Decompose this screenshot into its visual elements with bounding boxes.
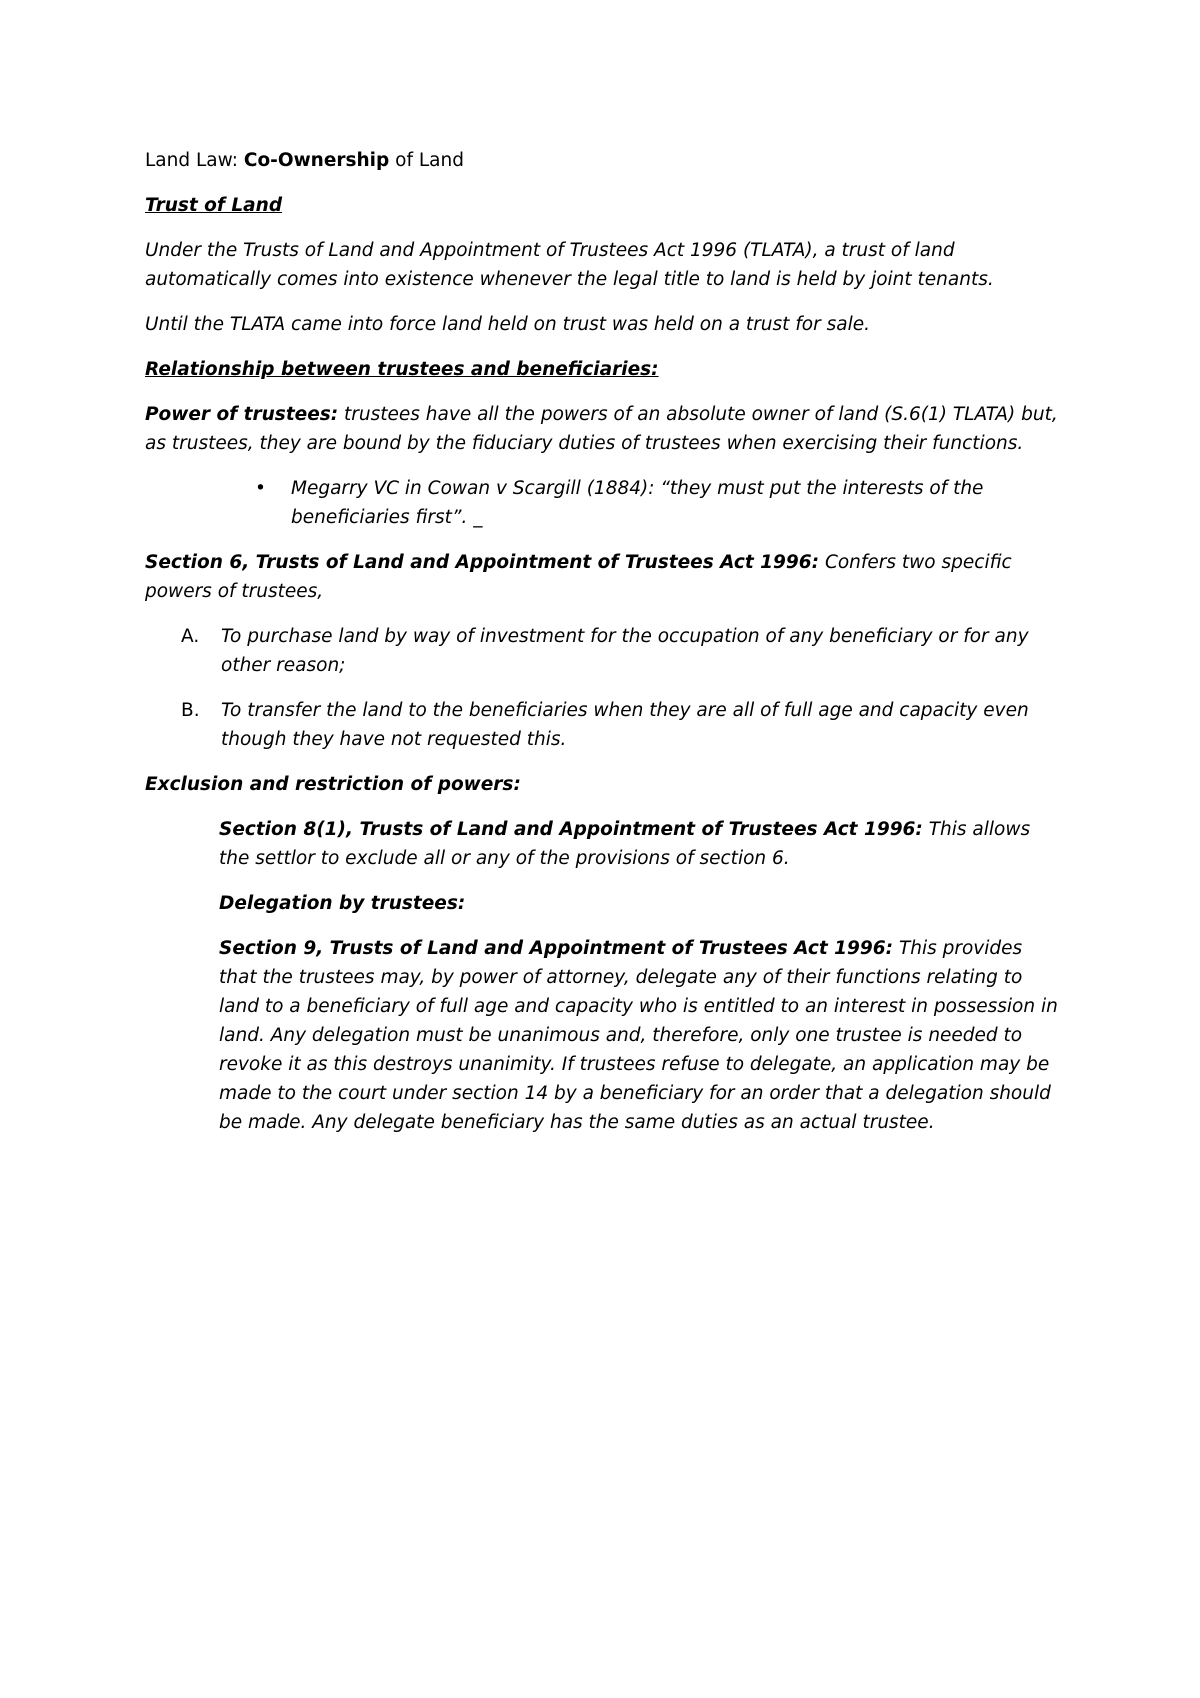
bullet-icon: • xyxy=(255,478,266,499)
heading-trust-of-land: Trust of Land xyxy=(145,195,283,216)
paragraph-power-of-trustees xyxy=(145,400,1065,458)
section8-text: This allows the settlor to exclude all or any of the provisions of section 6. xyxy=(219,819,1031,869)
list-marker: B. xyxy=(181,700,200,721)
bullet-list xyxy=(145,474,1065,532)
list-item-text: To transfer the land to the beneficiaries when they are all of full age and capacity even though they have not requested this. xyxy=(221,700,1029,750)
section9-text: This provides that the trustees may, by power of attorney, delegate any of their functions relating to land to a beneficiary of full age and capacity who is entitled to an interest in possession in land. Any delegation must be unanimous and, therefore, only one trustee is needed to revoke it as this destroys unanimity. If trustees refuse to delegate, an application may be made to the court under section 14 by a beneficiary for an order that a delegation should be made. Any delegate beneficiary has the same duties as an actual trustee. xyxy=(219,938,1058,1133)
document-title xyxy=(145,146,1065,175)
paragraph-section-9 xyxy=(145,934,1065,1137)
heading-delegation: Delegation by trustees: xyxy=(219,893,466,914)
paragraph-section-6 xyxy=(145,548,1065,606)
section9-lead: Section 9, Trusts of Land and Appointment of Trustees Act 1996: xyxy=(219,938,894,959)
title-bold: Co-Ownership xyxy=(243,150,390,171)
document-body xyxy=(145,146,1065,1153)
paragraph-tlata: Under the Trusts of Land and Appointment of Trustees Act 1996 (TLATA), a trust of land automatically comes into existence whenever the legal title to land is held by joint tenants. xyxy=(145,240,994,290)
list-item-text: To purchase land by way of investment for the occupation of any beneficiary or for any other reason; xyxy=(221,626,1029,676)
power-lead: Power of trustees: xyxy=(145,404,339,425)
list-item xyxy=(181,696,1065,754)
section6-lead: Section 6, Trusts of Land and Appointment of Trustees Act 1996: xyxy=(145,552,820,573)
heading-relationship: Relationship between trustees and beneficiaries: xyxy=(145,359,659,380)
power-text: trustees have all the powers of an absolute owner of land (S.6(1) TLATA) but, as trustees, they are bound by the fiduciary duties of trustees when exercising their functions. xyxy=(145,404,1058,454)
list-marker: A. xyxy=(181,626,200,647)
title-suffix: of Land xyxy=(389,150,464,171)
powers-list xyxy=(145,622,1065,754)
section6-text: Confers two specific powers of trustees, xyxy=(145,552,1012,602)
bullet-text: Megarry VC in Cowan v Scargill (1884): “they must put the interests of the beneficiaries first”. _ xyxy=(291,478,984,528)
title-prefix: Land Law: xyxy=(145,150,244,171)
list-item xyxy=(255,474,1065,532)
list-item xyxy=(181,622,1065,680)
heading-exclusion: Exclusion and restriction of powers: xyxy=(145,774,521,795)
paragraph-until-tlata: Until the TLATA came into force land held on trust was held on a trust for sale. xyxy=(145,314,870,335)
section8-lead: Section 8(1), Trusts of Land and Appointment of Trustees Act 1996: xyxy=(219,819,923,840)
paragraph-section-8 xyxy=(145,815,1065,873)
